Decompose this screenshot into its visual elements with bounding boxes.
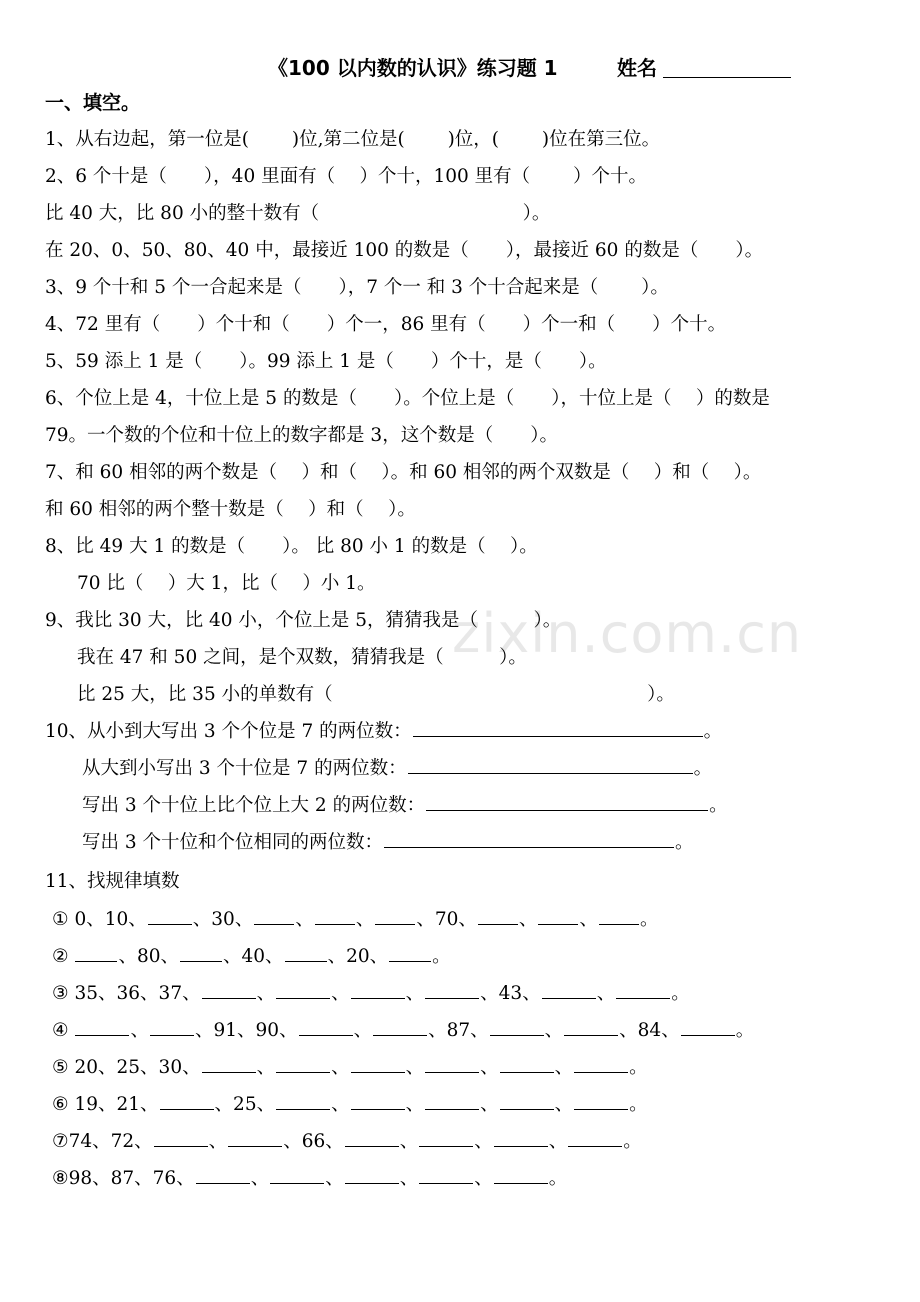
answer-blank[interactable]: [500, 1091, 554, 1110]
q10-line-4: 写出 3 个十位和个位相同的两位数： 。: [82, 829, 694, 857]
q11-item-7: ⑦74、72、 、 、66、 、 、 、 。: [52, 1128, 642, 1156]
section-heading: 一、填空。: [45, 92, 141, 114]
q11-item-5: ⑤ 20、25、30、 、 、 、 、 、 。: [52, 1054, 648, 1082]
answer-blank[interactable]: [538, 906, 578, 925]
answer-blank[interactable]: [345, 1128, 399, 1147]
q5-line: 5、59 添上 1 是（ ）。99 添上 1 是（ ）个十，是（ ）。: [45, 351, 607, 372]
answer-blank[interactable]: [202, 1054, 256, 1073]
answer-blank[interactable]: [351, 1091, 405, 1110]
q11-item-3: ③ 35、36、37、 、 、 、 、43、 、 。: [52, 980, 690, 1008]
q2-line-3: 在 20、0、50、80、40 中，最接近 100 的数是（ ），最接近 60 的数是（ ）。: [45, 240, 764, 261]
answer-blank[interactable]: [276, 980, 330, 999]
name-blank[interactable]: [663, 77, 791, 78]
answer-blank[interactable]: [351, 980, 405, 999]
answer-blank[interactable]: [419, 1165, 473, 1184]
q11-item-8: ⑧98、87、76、 、 、 、 、 。: [52, 1165, 567, 1193]
answer-blank[interactable]: [150, 1017, 194, 1036]
q9-line-2: 我在 47 和 50 之间，是个双数，猜猜我是（ ）。: [77, 647, 527, 668]
answer-blank[interactable]: [299, 1017, 353, 1036]
answer-blank[interactable]: [419, 1128, 473, 1147]
answer-blank[interactable]: [228, 1128, 282, 1147]
answer-blank[interactable]: [574, 1091, 628, 1110]
q7-line-2: 和 60 相邻的两个整十数是（ ）和（ ）。: [45, 499, 416, 520]
q11-item-1: ① 0、10、 、30、 、 、 、70、 、 、 。: [52, 906, 658, 934]
answer-blank[interactable]: [75, 943, 117, 962]
answer-blank[interactable]: [351, 1054, 405, 1073]
answer-blank[interactable]: [196, 1165, 250, 1184]
q2-line-1: 2、6 个十是（ ），40 里面有（ ）个十，100 里有（ ）个十。: [45, 166, 648, 187]
answer-blank[interactable]: [276, 1091, 330, 1110]
q10-line-1: 10、从小到大写出 3 个个位是 7 的两位数： 。: [45, 718, 722, 746]
answer-blank[interactable]: [154, 1128, 208, 1147]
answer-blank[interactable]: [542, 980, 596, 999]
q3-line: 3、9 个十和 5 个一合起来是（ ），7 个一 和 3 个十合起来是（ ）。: [45, 277, 669, 298]
answer-blank[interactable]: [494, 1165, 548, 1184]
q11-item-2: ② 、80、 、40、 、20、 。: [52, 943, 451, 971]
q1-line: 1、从右边起，第一位是( )位,第二位是( )位，( )位在第三位。: [45, 129, 661, 150]
answer-blank[interactable]: [568, 1128, 622, 1147]
answer-blank[interactable]: [425, 1054, 479, 1073]
answer-blank[interactable]: [75, 1017, 129, 1036]
answer-blank[interactable]: [384, 829, 674, 848]
q11-heading: 11、找规律填数: [45, 871, 180, 892]
answer-blank[interactable]: [160, 1091, 214, 1110]
answer-blank[interactable]: [564, 1017, 618, 1036]
answer-blank[interactable]: [202, 980, 256, 999]
name-label: 姓名: [617, 56, 657, 80]
answer-blank[interactable]: [500, 1054, 554, 1073]
q9-line-3: 比 25 大，比 35 小的单数有（ ）。: [77, 684, 675, 705]
q6-line-2: 79。一个数的个位和十位上的数字都是 3，这个数是（ ）。: [45, 425, 558, 446]
answer-blank[interactable]: [315, 906, 355, 925]
worksheet-title: 《100 以内数的认识》练习题 1: [268, 56, 558, 80]
q9-line-1: 9、我比 30 大，比 40 小，个位上是 5，猜猜我是（ ）。: [45, 610, 562, 631]
answer-blank[interactable]: [490, 1017, 544, 1036]
answer-blank[interactable]: [425, 1091, 479, 1110]
answer-blank[interactable]: [285, 943, 327, 962]
answer-blank[interactable]: [375, 906, 415, 925]
answer-blank[interactable]: [270, 1165, 324, 1184]
watermark: zixin.com.cn: [452, 602, 803, 665]
answer-blank[interactable]: [180, 943, 222, 962]
answer-blank[interactable]: [254, 906, 294, 925]
q4-line: 4、72 里有（ ）个十和（ ）个一，86 里有（ ）个一和（ ）个十。: [45, 314, 727, 335]
worksheet-header: [0, 54, 920, 82]
answer-blank[interactable]: [413, 718, 703, 737]
q11-item-6: ⑥ 19、21、 、25、 、 、 、 、 。: [52, 1091, 648, 1119]
answer-blank[interactable]: [599, 906, 639, 925]
answer-blank[interactable]: [408, 755, 693, 774]
answer-blank[interactable]: [478, 906, 518, 925]
answer-blank[interactable]: [616, 980, 670, 999]
answer-blank[interactable]: [681, 1017, 735, 1036]
q8-line-1: 8、比 49 大 1 的数是（ ）。 比 80 小 1 的数是（ ）。: [45, 536, 538, 557]
answer-blank[interactable]: [148, 906, 192, 925]
q10-line-2: 从大到小写出 3 个十位是 7 的两位数： 。: [82, 755, 712, 783]
answer-blank[interactable]: [425, 980, 479, 999]
answer-blank[interactable]: [373, 1017, 427, 1036]
q2-line-2: 比 40 大，比 80 小的整十数有（ ）。: [45, 203, 551, 224]
answer-blank[interactable]: [574, 1054, 628, 1073]
answer-blank[interactable]: [389, 943, 431, 962]
q7-line-1: 7、和 60 相邻的两个数是（ ）和（ ）。和 60 相邻的两个双数是（ ）和（ ）。: [45, 462, 762, 483]
q11-item-4: ④ 、 、91、90、 、 、87、 、 、84、 。: [52, 1017, 754, 1045]
q6-line-1: 6、个位上是 4，十位上是 5 的数是（ ）。个位上是（ ），十位上是（ ）的数是: [45, 388, 770, 409]
answer-blank[interactable]: [276, 1054, 330, 1073]
answer-blank[interactable]: [426, 792, 708, 811]
answer-blank[interactable]: [345, 1165, 399, 1184]
q10-line-3: 写出 3 个十位上比个位上大 2 的两位数： 。: [82, 792, 728, 820]
q8-line-2: 70 比（ ）大 1，比（ ）小 1。: [77, 573, 376, 594]
answer-blank[interactable]: [494, 1128, 548, 1147]
